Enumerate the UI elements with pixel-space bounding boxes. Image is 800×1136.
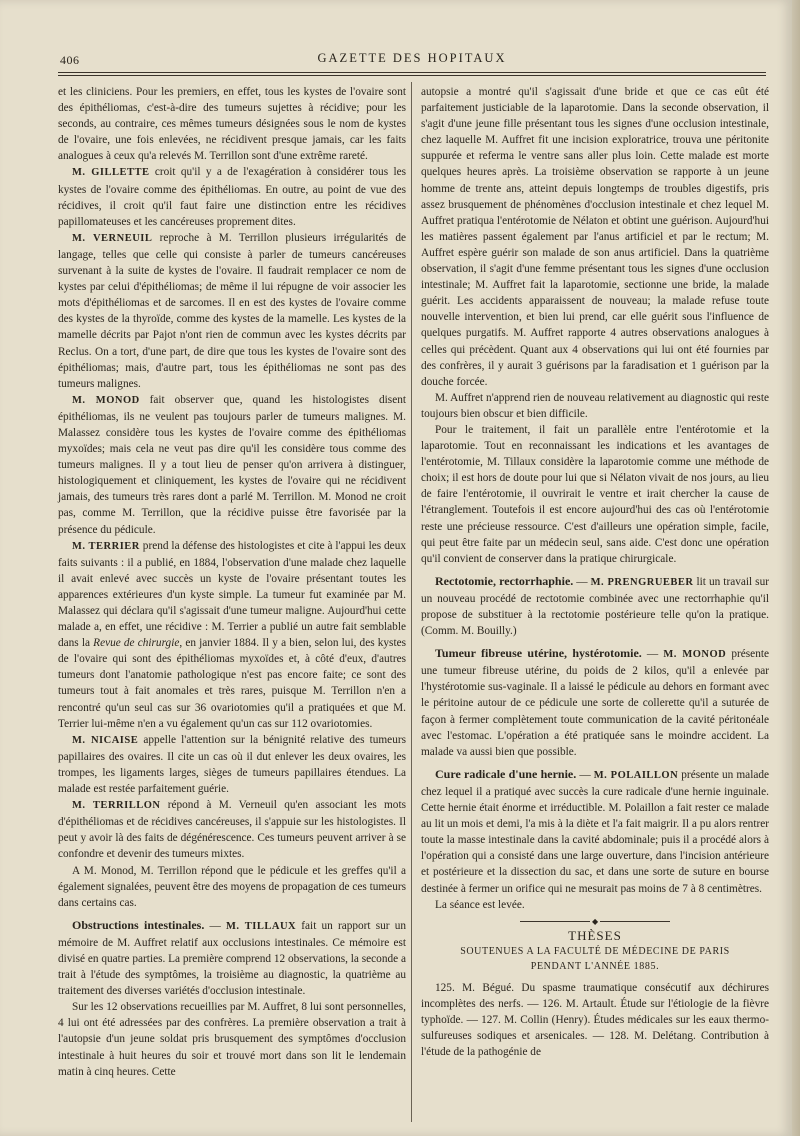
section-paragraph: Cure radicale d'une hernie. — M. POLAILLON présente un malade chez lequel il a pratiqué avec succès la cure radicale d'une hernie inguinale. Cette hernie était énorme et irréductible. M. Polaillon a fait rester ce malade au lit un mois et demi, l'a mis à la diète et l'a fait maigrir. Il a pu alors rentrer toute la masse intestinale dans la cavité abdominale; puis il a procédé alors à l'opération qui a consisté dans une large ouverture, dans l'incision antérieure et postérieure et la dissection du sac, et dans une sorte de suture en bourse destinée à fermer un orifice qui ne mesurait pas moins de 7 à 8 centimètres. (421, 766, 770, 895)
speaker-name: M. MONOD (663, 649, 727, 661)
speaker-name: M. VERNEUIL (72, 232, 153, 244)
section-heading: Rectotomie, rectorrhaphie. (435, 573, 574, 588)
section-divider: ◆ (520, 921, 670, 922)
paragraph: autopsie a montré qu'il s'agissait d'une bride et que ce cas eût été parfaitement justiciable de la laparotomie. Dans la seconde observation, il s'agit d'une jeune fille présentant tous les signes d'une occlusion intestinale, chez laquelle M. Auffret fit une incision exploratrice, trouva une péritonite suppurée et referma le ventre sans aller plus loin. Cette malade est morte quelques heures après. La troisième observation se rapporte à un jeune homme de trente ans, atteint depuis longtemps de troubles digestifs, pris assez brusquement de phénomènes d'occlusion intestinale et chez lequel M. Auffret pratiqua l'entérotomie de Nélaton et obtint une guérison. Aujourd'hui les matières passent également par l'anus artificiel et par le rectum; M. Auffret espère guérir son malade de son anus artificiel. Dans la quatrième observation, il s'agit d'une femme présentant tous les signes d'une occlusion intestinale; M. Auffret fait la laparotomie, sectionne une bride, la malade guérit. Les accidents apparaissent de nouveau; la malade refuse toute nouvelle intervention, et bien lui prend, car elle guérit sous l'influence de quelques purgatifs. M. Auffret rapporte 4 autres observations analogues à celles qui précèdent. Quant aux 4 observations qui lui ont été fournies par des confrères, il y aurait 3 guérisons par la faradisation et 1 guérison par la douche forcée. (421, 86, 769, 388)
paragraph: M. NICAISE appelle l'attention sur la bénignité relative des tumeurs papillaires des ovaires. Il cite un cas où il dut enlever les deux ovaires, les trompes, les ligaments larges, sièges de tumeurs papillaires étendues. La malade est restée parfaitement guérie. (58, 733, 406, 796)
paragraph: M. GILLETTE croit qu'il y a de l'exagération à considérer tous les kystes de l'ovaire comme des épithéliomas. En outre, au point de vue des récidives, il croit qu'il faut faire une distinction entre les récidives papillomateuses et les cancéreuses proprement dites. (58, 166, 406, 228)
page-header (58, 50, 766, 70)
theses-list: 125. M. Bégué. Du spasme traumatique consécutif aux déchirures incomplètes des nerfs. — 126. M. Artault. Étude sur l'étiologie de la fièvre typhoïde. — 127. M. Collin (Henry). Études médicales sur les eaux thermo-sulfureuses sodiques et arsenicales. — 128. M. Delétang. Contribution à l'étude de la pathogénie de (421, 981, 769, 1059)
paragraph: Sur les 12 observations recueillies par M. Auffret, 8 lui sont personnelles, 4 lui ont été adressées par des confrères. La première observation a trait à l'autopsie d'un jeune soldat pris brusquement des symptômes d'occlusion intestinale à huit heures du soir et trouvé mort dans son lit le lendemain matin à cinq heures. Cette (58, 1001, 406, 1078)
theses-subtitle: SOUTENUES A LA FACULTÉ DE MÉDECINE DE PARIS (460, 945, 730, 957)
speaker-name: M. POLAILLON (593, 769, 679, 781)
speaker-name: M. TILLAUX (225, 920, 297, 932)
section-paragraph: Rectotomie, rectorrhaphie. — M. PRENGRUEBER lit un travail sur un nouveau procédé de rectotomie combinée avec une rectorrhaphie qu'il propose de substituer à la rectotomie postérieure telle qu'on la pratique. (Comm. M. Bouilly.) (421, 573, 769, 638)
paragraph: A M. Monod, M. Terrillon répond que le pédicule et les greffes qu'il a également signalées, peuvent être des moyens de propagation de ces tumeurs dans certains cas. (58, 864, 406, 909)
section-paragraph: Obstructions intestinales. — M. TILLAUX fait un rapport sur un mémoire de M. Auffret relatif aux occlusions intestinales. Ce mémoire est divisé en quatre parties. La première comprend 12 observations, la seconde a trait à l'étude des symptômes, la troisième au diagnostic, la quatrième au traitement des diverses variétés d'occlusion intestinale. (58, 917, 406, 998)
journal-reference: Revue de chirurgie (93, 637, 180, 650)
paragraph: M. TERRIER prend la défense des histologistes et cite à l'appui les deux faits suivants : il a publié, en 1884, l'observation d'une malade chez laquelle il avait enlevé avec succès un kyste de l'ovaire présentant toutes les apparences extérieures d'un kyste simple. La tumeur fut examinée par M. Malassez qui déclara qu'il s'agissait d'une tumeur maligne. Aujourd'hui cette malade a, en effet, une récidive : M. Terrier a publié un autre fait semblable dans la Revue de chirurgie, en janvier 1884. Il y a bien, selon lui, des kystes de l'ovaire qui sont des épithéliomas myxoïdes et, à côté d'eux, d'autres tumeurs dont l'anatomie pathologique n'est pas encore faite; ce sont des tumeurs tout à fait anomales et très rares, puisque M. Terrillon n'en a rencontré qu'un seul cas sur 36 ovariotomies qu'il a pratiquées et que M. Terrier lui-même n'en a vu également qu'un cas sur 112 ovariotomies. (58, 539, 407, 730)
section-heading: Cure radicale d'une hernie. (435, 766, 577, 781)
paragraph: et les cliniciens. Pour les premiers, en effet, tous les kystes de l'ovaire sont des épithéliomas, c'est-à-dire des tumeurs sujettes à récidive; pour les seconds, au contraire, ces mêmes tumeurs désignées sous le nom de kystes de l'ovaire, une fois enlevées, ne récidivent presque jamais, car les faits analogues à ceux qu'a relevés M. Terrillon sont d'une extrême rareté. (58, 86, 406, 163)
theses-subtitle-year: PENDANT L'ANNÉE 1885. (530, 960, 660, 972)
header-rule-bottom (58, 75, 766, 76)
right-column (421, 84, 769, 1060)
paragraph: Pour le traitement, il fait un parallèle entre l'entérotomie et la laparotomie. Tout en reconnaissant les indications et les avantages de l'entérotomie, M. Tillaux considère la laparotomie comme une méthode de choix; il est hors de doute pour lui que si Nélaton vivait de nos jours, au lieu de faire l'entérotomie, il ouvrirait le ventre et irait chercher la cause de l'étranglement. Toutefois il est encore aujourd'hui des cas où l'entérotomie reste une précieuse ressource. C'est d'ailleurs une opération simple, facile, qui peut être faite par un médecin seul, sans aide. C'est donc une opération qu'il convient de conserver dans la pratique chirurgicale. (421, 423, 769, 565)
paragraph: M. Auffret n'apprend rien de nouveau relativement au diagnostic qui reste toujours bien obscur et bien difficile. (421, 391, 769, 420)
paragraph: La séance est levée. (435, 898, 525, 911)
speaker-name: M. TERRIER (72, 540, 140, 552)
left-column (58, 84, 406, 1080)
paragraph: M. VERNEUIL reproche à M. Terrillon plusieurs irrégularités de langage, telles que celle qui consiste à parler de tumeurs cancéreuses survenant à la suite de kystes de l'ovaire. Il faudrait remplacer ce nom de kystes par celui d'épithéliomas; de même il lui répugne de voir associer les mots d'épithéliomas et de sarcomes. Il en est des kystes de l'ovaire comme des kystes de la thyroïde, comme des kystes de la mamelle. Les kystes de la mamelle décrits par Pajot n'ont rien de commun avec les kystes décrits par Reclus. On a tort, d'une part, de dire que tous les kystes de l'ovaire sont des épithéliomas; mais, d'autre part, tous les épithéliomas ne sont pas des tumeurs malignes. (58, 231, 406, 390)
section-heading: Tumeur fibreuse utérine, hystérotomie. (435, 646, 642, 661)
speaker-name: M. NICAISE (72, 734, 139, 746)
page-number: 406 (60, 53, 80, 67)
speaker-name: M. TERRILLON (72, 800, 161, 812)
speaker-name: M. GILLETTE (72, 167, 150, 179)
page-edge (792, 0, 800, 1136)
header-rule-top (58, 72, 766, 73)
speaker-name: M. MONOD (72, 394, 140, 406)
paragraph: M. MONOD fait observer que, quand les histologistes disent épithéliomas, ils ne veulent pas toujours parler de tumeurs malignes. M. Malassez considère tous les kystes de l'ovaire comme des épithéliomas myxoïdes; mais cela ne veut pas dire qu'il les considère tous comme des tumeurs malignes. Il y a tout lieu de penser qu'on arrivera à distinguer, histologiquement et cliniquement, les kystes de l'ovaire qui ne récidivent jamais, des tumeurs très rares dont a parlé M. Terrillon. M. Monod ne croit pas, comme M. Terrillon, que la récidive puisse être favorisée par la présence du pédicule. (58, 393, 407, 536)
speaker-name: M. PRENGRUEBER (590, 576, 694, 588)
column-divider (411, 82, 412, 1122)
journal-title: GAZETTE DES HOPITAUX (317, 51, 507, 65)
paragraph: M. TERRILLON répond à M. Verneuil qu'en associant les mots d'épithéliomas et de récidives cancéreuses, il s'appuie sur les histologistes. Il peut y avoir là des faits de dégénérescence. Ces tumeurs peuvent arriver à se confondre et devenir des tumeurs mixtes. (58, 799, 406, 861)
section-paragraph: Tumeur fibreuse utérine, hystérotomie. — M. MONOD présente une tumeur fibreuse utérine, du poids de 2 kilos, qu'il a enlevée par l'hystérotomie sus-vaginale. Il a laissé le pédicule au dehors en formant avec le péritoine autour de ce pédicule une sorte de collerette qu'il a suturée de façon à fermer complètement toute communication de la cavité péritonéale avec l'estomac. L'opération a été pratiquée sans le moindre accident. La malade va aussi bien que possible. (421, 646, 769, 758)
section-heading: Obstructions intestinales. (72, 917, 205, 932)
theses-title: THÈSES (568, 927, 622, 943)
